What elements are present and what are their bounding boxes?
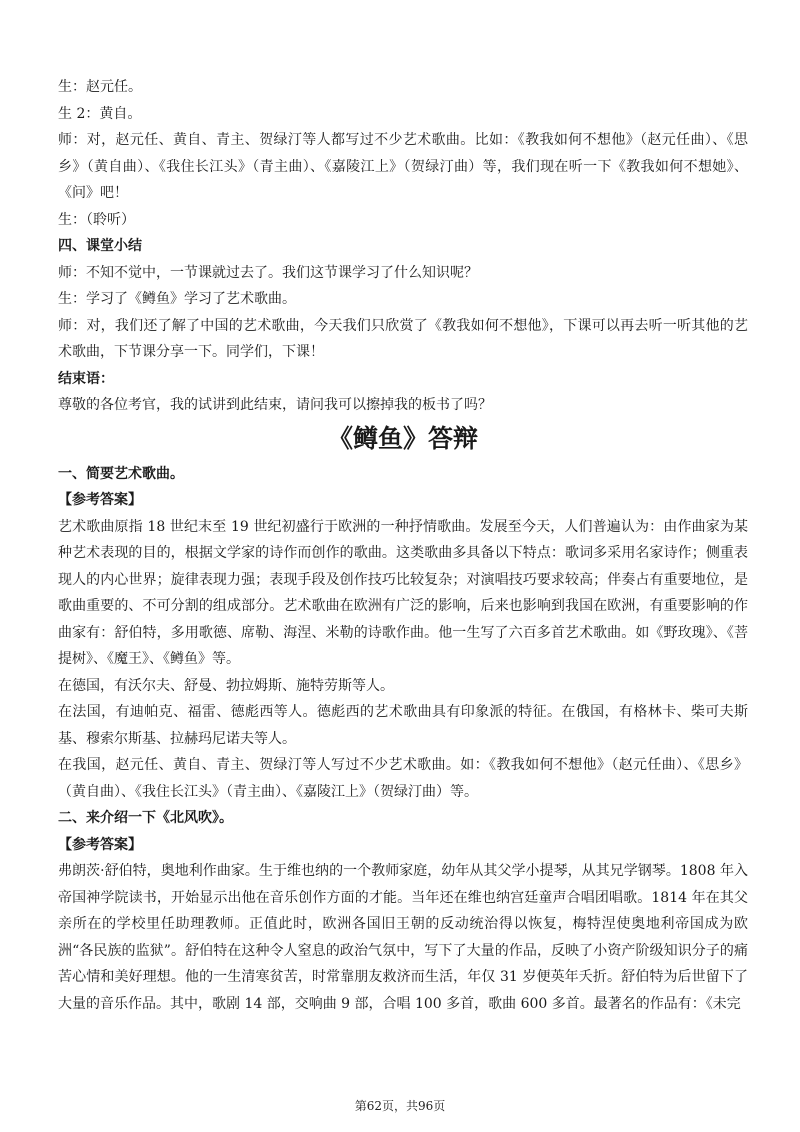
answer-paragraph: 艺术歌曲原指 18 世纪末至 19 世纪初盛行于欧洲的一种抒情歌曲。发展至今天，人们普遍认为：由作曲家为某种艺术表现的目的，根据文学家的诗作而创作的歌曲。这类歌曲多具备以下特点：歌词多采用名家诗作；侧重表现人的内心世界；旋律表现力强；表现手段及创作技巧比较复杂；对演唱技巧要求较高；伴奏占有重要地位，是歌曲重要的、不可分割的组成部分。艺术歌曲在欧洲有广泛的影响，后来也影响到我国在欧洲，有重要影响的作曲家有：舒伯特，多用歌德、席勒、海涅、米勒的诗歌作曲。他一生写了六百多首艺术歌曲。如《野玫瑰》、《菩提树》、《魔王》、《鳟鱼》等。 <box>58 518 748 667</box>
text-line: 生：（聆听） <box>58 211 135 228</box>
answer-label: 【参考答案】 <box>58 836 142 853</box>
text-line: 生：赵元任。 <box>58 79 142 95</box>
document-page <box>58 74 748 1017</box>
section-title: 《鳟鱼》答辩 <box>327 423 478 453</box>
top-section <box>58 74 748 419</box>
answer-paragraph: 在法国，有迪帕克、福雷、德彪西等人。德彪西的艺术歌曲具有印象派的特征。在俄国，有格林卡、柴可夫斯基、穆索尔斯基、拉赫玛尼诺夫等人。 <box>58 704 748 747</box>
bottom-section <box>58 461 748 1018</box>
answer-paragraph: 在德国，有沃尔夫、舒曼、勃拉姆斯、施特劳斯等人。 <box>58 677 394 694</box>
text-line: 师：对，赵元任、黄自、青主、贺绿汀等人都写过不少艺术歌曲。比如：《教我如何不想他》（赵元任曲）、《思乡》（黄自曲）、《我住长江头》（青主曲）、《嘉陵江上》（贺绿汀曲）等，我们现在听一下《教我如何不想她》、《问》吧！ <box>58 132 748 201</box>
answer-paragraph: 在我国，赵元任、黄自、青主、贺绿汀等人写过不少艺术歌曲。如：《教我如何不想他》（赵元任曲）、《思乡》（黄自曲）、《我住长江头》（青主曲）、《嘉陵江上》（贺绿汀曲）等。 <box>58 757 748 800</box>
text-line: 师：不知不觉中，一节课就过去了。我们这节课学习了什么知识呢？ <box>58 264 478 281</box>
page-number: 第62页，共96页 <box>354 1099 446 1113</box>
question-heading: 一、简要艺术歌曲。 <box>58 465 184 482</box>
answer-label: 【参考答案】 <box>58 492 142 508</box>
text-line: 生：学习了《鳟鱼》学习了艺术歌曲。 <box>58 291 296 307</box>
answer-paragraph: 弗朗茨·舒伯特，奥地利作曲家。生于维也纳的一个教师家庭，幼年从其父学小提琴，从其兄学钢琴。1808 年入帝国神学院读书，开始显示出他在音乐创作方面的才能。当年还在维也纳宫廷童声合唱团唱歌。1814 年在其父亲所在的学校里任助理教师。正值此时，欧洲各国旧王朝的反动统治得以恢复，梅特涅使奥地利帝国成为欧洲“各民族的监狱”。舒伯特在这种令人窒息的政治气氛中，写下了大量的作品，反映了小资产阶级知识分子的痛苦心情和美好理想。他的一生清寒贫苦，时常靠朋友救济而生活，年仅 31 岁便英年夭折。舒伯特为后世留下了大量的音乐作品。其中，歌剧 14 部，交响曲 9 部，合唱 100 多首，歌曲 600 多首。最著名的作品有：《未完 <box>58 863 748 1012</box>
text-line: 尊敬的各位考官，我的试讲到此结束，请问我可以擦掉我的板书了吗？ <box>58 397 492 413</box>
question-heading: 二、来介绍一下《北风吹》。 <box>58 810 233 826</box>
section-heading: 四、课堂小结 <box>58 238 142 254</box>
section-heading: 结束语： <box>58 370 114 387</box>
text-line: 师：对，我们还了解了中国的艺术歌曲，今天我们只欣赏了《教我如何不想他》，下课可以再去听一听其他的艺术歌曲，下节课分享一下。同学们，下课！ <box>58 317 748 360</box>
text-line: 生 2：黄自。 <box>58 105 142 122</box>
